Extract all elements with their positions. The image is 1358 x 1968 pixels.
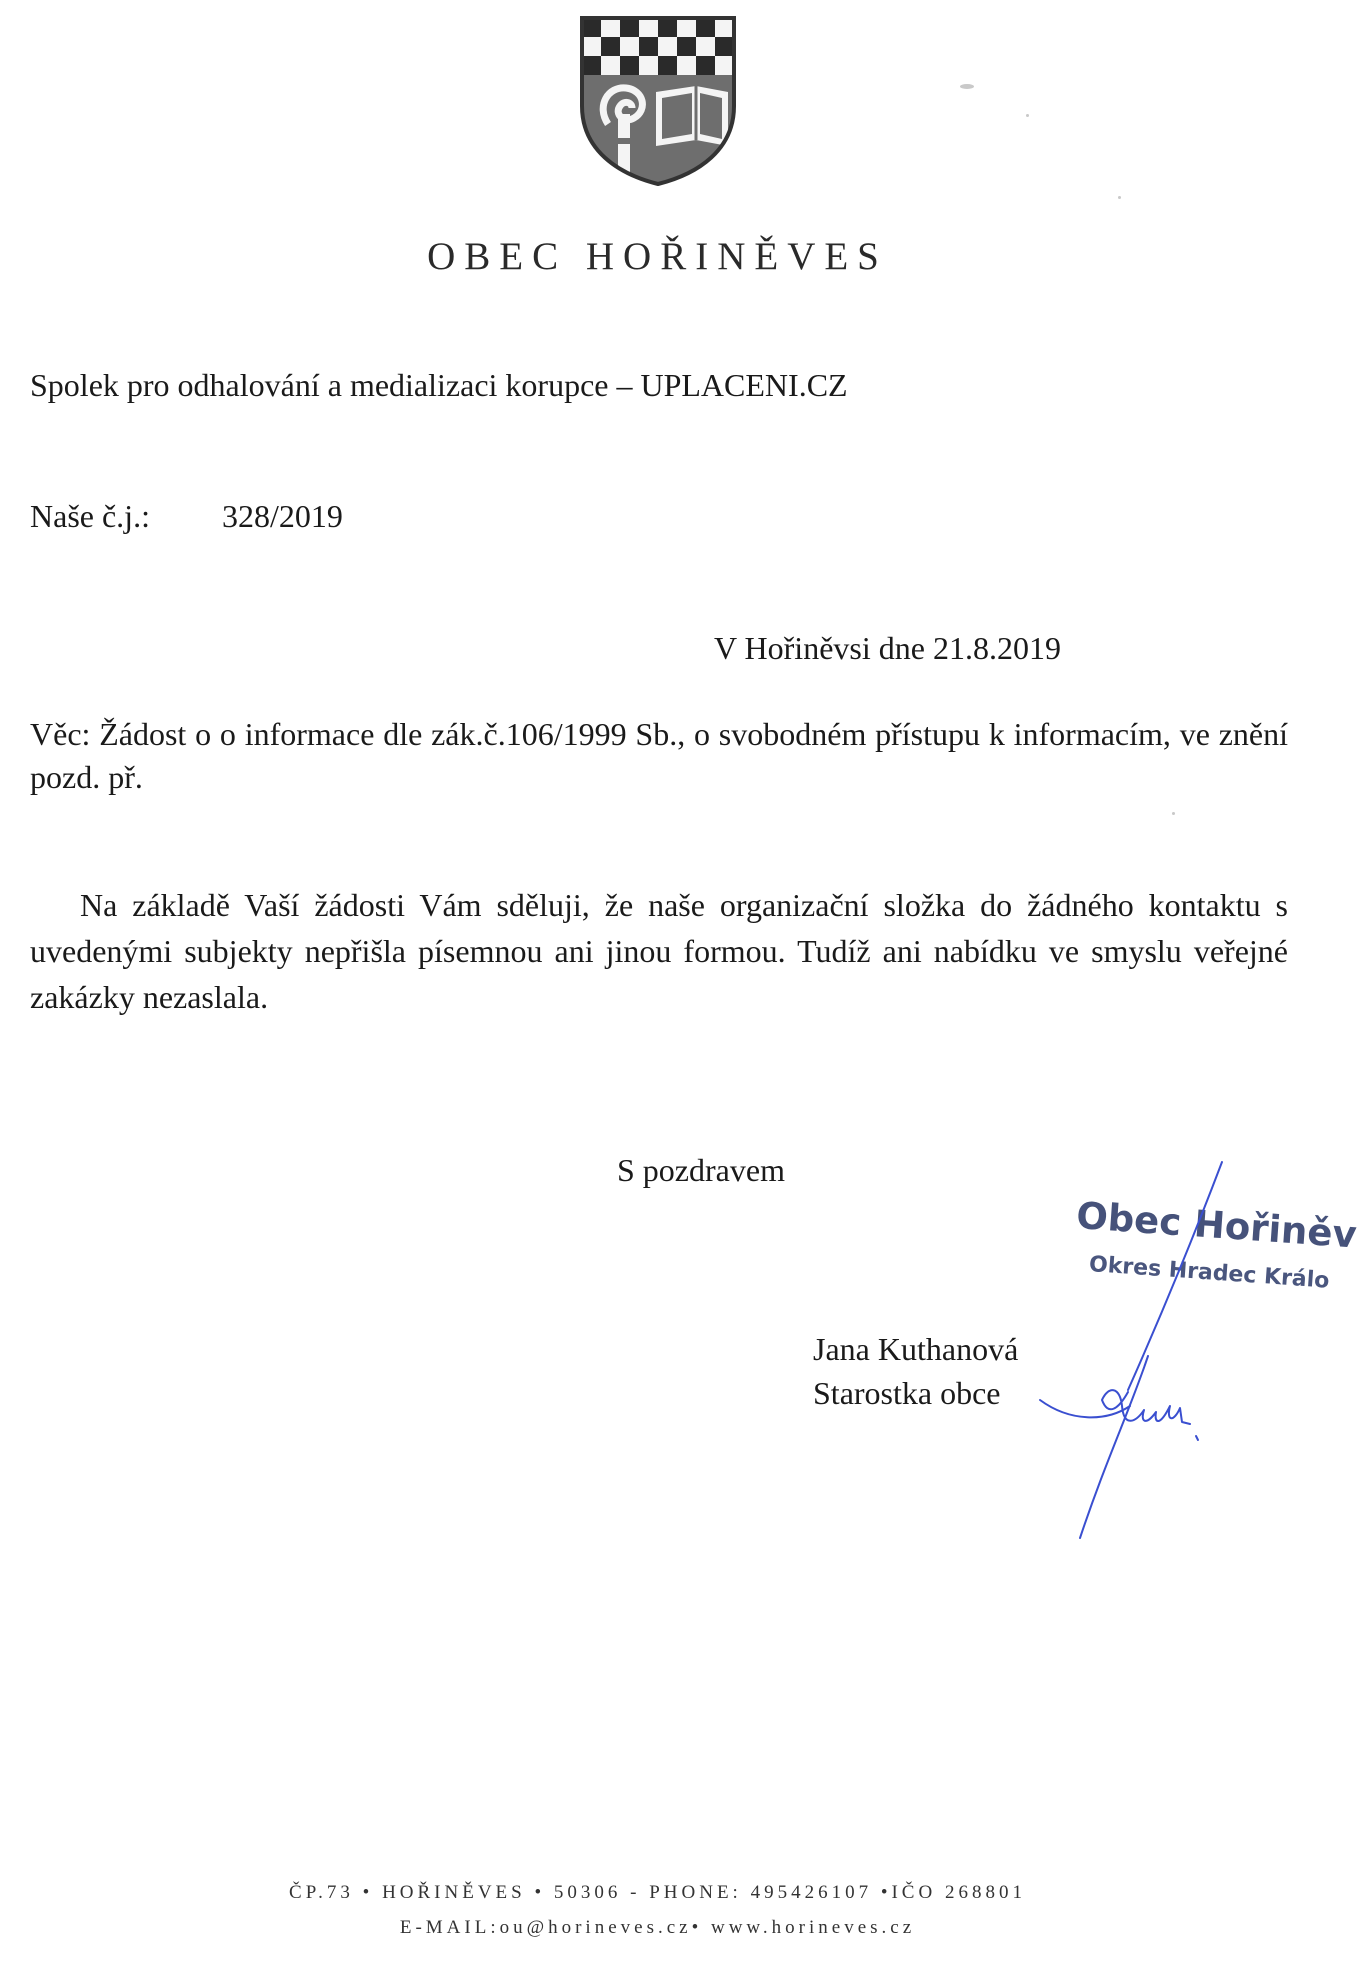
scan-speck — [1172, 812, 1175, 815]
subject-line: Věc: Žádost o o informace dle zák.č.106/1999 Sb., o svobodném přístupu k informacím, ve znění pozd. př. — [30, 716, 1288, 795]
stamp-municipality: Obec Hořiněv — [1075, 1194, 1358, 1257]
recipient: Spolek pro odhalování a medializaci korupce – UPLACENI.CZ — [30, 367, 848, 403]
closing-greeting: S pozdravem — [617, 1152, 785, 1188]
body-paragraph: Na základě Vaší žádosti Vám sděluji, že naše organizační složka do žádného kontaktu s uvedenými subjekty nepřišla písemnou ani jinou formou. Tudíž ani nabídku ve smyslu veřejné zakázky nezaslala. — [30, 887, 1288, 1015]
signer-title: Starostka obce — [813, 1375, 1001, 1411]
reference-label: Naše č.j.: — [30, 498, 150, 534]
coat-of-arms-icon — [578, 14, 738, 186]
footer-contact: E-MAIL:ou@horineves.cz• www.horineves.cz — [399, 1917, 916, 1938]
footer-address: ČP.73 • HOŘINĚVES • 50306 - PHONE: 495426107 •IČO 268801 — [289, 1882, 1026, 1903]
handwritten-signature-icon — [1010, 1160, 1270, 1540]
stamp-district: Okres Hradec Králo — [1088, 1252, 1331, 1294]
scan-speck — [1026, 114, 1029, 117]
scan-speck — [1118, 196, 1121, 199]
reference-number: 328/2019 — [222, 498, 343, 534]
place-and-date: V Hořiněvsi dne 21.8.2019 — [714, 630, 1061, 666]
scan-speck — [960, 84, 974, 89]
signer-name: Jana Kuthanová — [813, 1331, 1019, 1367]
municipality-title: OBEC HOŘINĚVES — [427, 235, 888, 278]
